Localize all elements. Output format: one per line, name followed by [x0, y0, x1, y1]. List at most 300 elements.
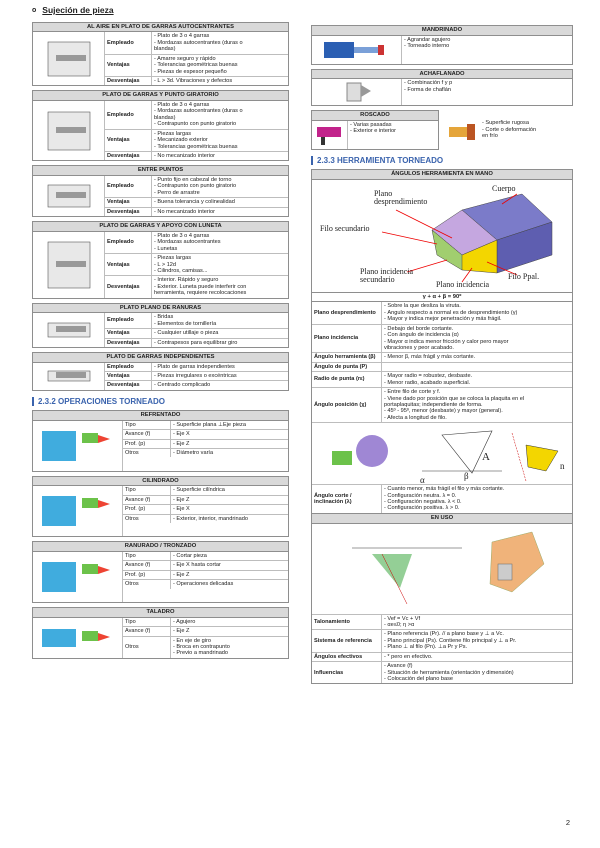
row-value	[152, 363, 288, 371]
text-line: - Plano principal (Ps). Contiene filo principal y ⊥ a Pr.	[384, 637, 517, 644]
text-line: - Varias pasadas	[350, 121, 392, 128]
text-line: - Ángulo respecto a normal es de desprendimiento (γ)	[384, 309, 518, 316]
en-uso-title: EN USO	[312, 513, 572, 524]
achaflanado-image	[312, 79, 402, 105]
text-line: - Entre filo de corte y f.	[384, 389, 441, 396]
table-row	[105, 101, 288, 129]
block-title: CILINDRADO	[33, 477, 288, 487]
text-line: - Mayor radio = robustez, desbaste.	[384, 373, 473, 380]
text-line: - Tolerancias geométricas buenas	[154, 62, 238, 69]
block-body	[33, 421, 288, 471]
text-line: - Piezas irregulares o excéntricas	[154, 373, 237, 380]
operation-image	[33, 486, 123, 536]
row-label: Avance (f)	[123, 496, 171, 504]
text-line: blandas)	[154, 46, 176, 53]
fig2-label-a: A	[482, 451, 490, 464]
text-line: - Exterior e interior	[350, 128, 397, 135]
row-label: Empleado	[105, 363, 152, 371]
row-label: Otros	[123, 580, 171, 588]
row-value	[152, 381, 288, 389]
block-body	[33, 32, 288, 85]
text-line: - Exterior. Luneta puede interferir con	[154, 283, 247, 290]
row-value	[382, 653, 572, 661]
text-line: - Configuración positiva. λ > 0.	[384, 505, 460, 512]
row-label: Ángulo corte / inclinación (λ)	[312, 485, 382, 513]
table-row	[105, 32, 288, 53]
text-line: - No mecanizado interior	[154, 152, 215, 159]
row-value	[152, 101, 288, 129]
table-row	[123, 560, 288, 569]
block-title: ACHAFLANADO	[312, 70, 572, 80]
row-label: Ángulo de punta (P)	[312, 363, 382, 371]
row-label: Ventajas	[105, 55, 152, 76]
block-body	[33, 552, 288, 602]
text-line: - αe≤0; η >α	[384, 621, 415, 628]
text-line: - Situación de herramienta (orientación y dimensión)	[384, 669, 514, 676]
text-line: - Punto fijo en cabezal de torno	[154, 177, 232, 184]
row-label: Influencias	[312, 662, 382, 683]
herramienta-heading: 2.3.3 HERRAMIENTA TORNEADO	[311, 156, 573, 165]
operaciones-blocks	[32, 410, 289, 659]
text-line: - No mecanizado interior	[154, 208, 215, 215]
text-line: - Viene dado por posición que se coloca la plaquita en el	[384, 395, 525, 402]
text-line: - Mayor γ indica mejor penetración y más frágil.	[384, 316, 502, 323]
clamping-icon	[42, 179, 96, 213]
row-value	[382, 485, 572, 513]
text-line: - Superficie rugosa	[482, 120, 529, 127]
table-row	[123, 495, 288, 504]
rows	[123, 618, 288, 658]
text-line: - * pero en efectivo.	[384, 653, 433, 660]
sujecion-blocks	[32, 22, 289, 391]
text-line: - Contrapesos para equilibrar giro	[154, 339, 238, 346]
chamfer-icon	[337, 81, 377, 103]
mandrinado-text	[402, 36, 572, 64]
row-label: Ventajas	[105, 130, 152, 151]
text-line: en frío	[482, 133, 498, 140]
row-label: Plano desprendimiento	[312, 302, 382, 323]
row-label: Tipo	[123, 618, 171, 626]
text-line: - Perro de arrastre	[154, 189, 200, 196]
text-line: blandas)	[154, 114, 176, 121]
operation-image	[33, 552, 123, 602]
table-row	[105, 176, 288, 197]
text-line: vibraciones y peor acabado.	[384, 345, 454, 351]
en-uso-figure	[312, 524, 572, 614]
row-label: Radio de punta (rε)	[312, 372, 382, 387]
row-label: Prof. (p)	[123, 571, 171, 579]
table-row	[312, 352, 572, 361]
table-row	[123, 504, 288, 513]
row-value	[171, 486, 288, 494]
text-line: - Plato de 3 o 4 garras	[154, 102, 210, 109]
row-label: Ventajas	[105, 254, 152, 275]
table-row	[312, 629, 572, 651]
row-value	[171, 571, 288, 579]
row-label: Otros	[123, 637, 171, 658]
row-value	[382, 662, 572, 683]
table-row	[105, 328, 288, 337]
table-row	[105, 275, 288, 297]
table-row	[123, 636, 288, 658]
text-line: - Previo a mandrinado	[173, 650, 229, 657]
row-value	[152, 208, 288, 216]
text-line: - Plato de 3 o 4 garras	[154, 232, 210, 239]
row-value	[152, 276, 288, 297]
text-line: - Menor radio, acabado superficial.	[384, 379, 471, 386]
block-title: PLATO DE GARRAS Y APOYO CON LUNETA	[33, 222, 288, 232]
block-body	[33, 486, 288, 536]
row-value	[171, 552, 288, 560]
text-line: - Elementos de tornillería	[154, 320, 217, 327]
rows	[105, 363, 288, 390]
clamp-image	[33, 232, 105, 298]
row-value	[171, 580, 288, 588]
row-value	[152, 198, 288, 206]
angle-formula: γ + α + β = 90º	[312, 292, 572, 303]
rows	[105, 176, 288, 216]
rows	[105, 313, 288, 347]
row-value	[152, 313, 288, 328]
block-title: ENTRE PUNTOS	[33, 166, 288, 176]
text-line: - Amarre seguro y rápido	[154, 55, 216, 62]
row-label: Avance (f)	[123, 561, 171, 569]
row-label: Avance (f)	[123, 430, 171, 438]
block-body	[33, 363, 288, 390]
text-line: - Operaciones delicadas	[173, 581, 234, 588]
row-label: Ángulo herramienta (β)	[312, 353, 382, 361]
clamp-image	[33, 32, 105, 85]
text-line: - Eje X hasta cortar	[173, 562, 221, 569]
operation-icon	[38, 421, 118, 471]
operation-image	[33, 421, 123, 471]
table-row	[123, 439, 288, 448]
row-label: Desventajas	[105, 77, 152, 85]
block-title: MANDRINADO	[312, 26, 572, 36]
block-title: PLATO DE GARRAS Y PUNTO GIRATORIO	[33, 91, 288, 101]
operation-image	[33, 618, 123, 658]
table-row	[105, 197, 288, 206]
row-value	[152, 32, 288, 53]
text-line: - Eje X	[173, 506, 190, 513]
row-label: Empleado	[105, 176, 152, 197]
row-label: Tipo	[123, 552, 171, 560]
row-label: Desventajas	[105, 208, 152, 216]
text-line: - Cilindros, camisas...	[154, 267, 208, 274]
block-title: RANURADO / TRONZADO	[33, 542, 288, 552]
table-row	[105, 151, 288, 160]
roscado-row	[311, 110, 573, 150]
tool-figure	[312, 180, 572, 292]
block-body	[33, 101, 288, 160]
text-line: - Exterior, interior, mandrinado	[173, 515, 248, 522]
table-row	[123, 552, 288, 560]
block-title: ROSCADO	[312, 111, 438, 121]
text-line: - Agujero	[173, 618, 196, 625]
row-label: Prof. (p)	[123, 505, 171, 513]
text-line: - Configuración negativa. λ < 0.	[384, 499, 462, 506]
row-label: Empleado	[105, 232, 152, 253]
table-row	[123, 448, 288, 457]
clamp-image	[33, 363, 105, 390]
block-title: PLATO DE GARRAS INDEPENDIENTES	[33, 353, 288, 363]
rows	[105, 232, 288, 298]
row-value	[152, 372, 288, 380]
table-row	[312, 324, 572, 353]
text-line: - Mecanizado exterior	[154, 137, 208, 144]
row-label: Ventajas	[105, 372, 152, 380]
text-line: - L > 3d. Vibraciones y defectos	[154, 77, 233, 84]
operacion-block	[32, 541, 289, 603]
row-value	[382, 630, 572, 651]
text-line: - Forma de chaflán	[404, 86, 451, 93]
sujecion-block	[32, 352, 289, 391]
text-line: - Configuración neutra. λ = 0.	[384, 492, 457, 499]
row-label: Desventajas	[105, 276, 152, 297]
block-body	[33, 232, 288, 298]
roscado-b-block	[443, 110, 573, 150]
operacion-block	[32, 607, 289, 659]
corte-table	[312, 484, 572, 513]
clamping-icon	[42, 36, 96, 82]
right-column	[311, 25, 573, 688]
table-row	[105, 313, 288, 328]
text-line: - Bridas	[154, 314, 174, 321]
row-label: Otros	[123, 449, 171, 457]
rows	[105, 32, 288, 85]
row-label: Ángulos efectivos	[312, 653, 382, 661]
row-label: Otros	[123, 515, 171, 523]
row-label: Desventajas	[105, 152, 152, 160]
block-title: AL AIRE EN PLATO DE GARRAS AUTOCENTRANTES	[33, 23, 288, 33]
text-line: - Superficie plana ⊥Eje pieza	[173, 421, 246, 428]
fig-label-plano-inc: Plano incidencia	[436, 279, 490, 289]
text-line: - Cortar pieza	[173, 553, 207, 560]
fig2-label-n: n	[560, 461, 565, 472]
text-line: - Diámetro varía	[173, 450, 214, 456]
row-value	[171, 449, 288, 457]
row-value	[171, 440, 288, 448]
thread-tool-icon	[315, 123, 345, 147]
fig2-label-beta: β	[464, 471, 469, 482]
table-row	[105, 207, 288, 216]
text-line: - Sobre la que desliza la viruta.	[384, 303, 461, 310]
clamp-image	[33, 176, 105, 216]
row-value	[152, 55, 288, 76]
table-row	[105, 232, 288, 253]
angle-table	[312, 302, 572, 422]
mandrinado-image	[312, 36, 402, 64]
text-line: - Mayor α indica menor fricción y calor pero mayor	[384, 338, 509, 345]
row-value	[152, 254, 288, 275]
table-row	[105, 380, 288, 389]
row-value	[171, 496, 288, 504]
angle-figure	[312, 422, 572, 484]
fig-label-plano-inc-sec: Plano incidencia secundario	[360, 266, 414, 284]
text-line: - Broca en contrapunto	[173, 643, 230, 650]
row-label: Plano incidencia	[312, 325, 382, 353]
rows	[123, 486, 288, 536]
table-row	[105, 253, 288, 275]
text-line: - Debajo del borde cortante.	[384, 325, 454, 332]
operation-icon	[38, 619, 118, 657]
text-line: - Contrapunto con punto giratorio	[154, 121, 237, 128]
table-row	[123, 429, 288, 438]
block-title: ÁNGULOS HERRAMIENTA EN MANO	[312, 170, 572, 180]
table-row	[312, 615, 572, 630]
clamping-icon	[42, 317, 96, 343]
row-value	[171, 627, 288, 635]
table-row	[105, 371, 288, 380]
row-value	[152, 152, 288, 160]
text-line: - 45º - 95º, menor (desbaste) y mayor (general).	[384, 408, 503, 415]
rows	[123, 421, 288, 471]
block-title: TALADRO	[33, 608, 288, 618]
fig-label-filo-sec: Filo secundario	[320, 223, 370, 233]
row-value	[382, 353, 572, 361]
table-row	[312, 387, 572, 422]
text-line: - Eje Z	[173, 628, 190, 635]
angulos-block	[311, 169, 573, 684]
text-line: - Piezas de espesor pequeño	[154, 68, 227, 75]
tool-angle-diagram	[312, 423, 572, 485]
block-title: REFRENTADO	[33, 411, 288, 421]
row-label: Ángulo posición (χ)	[312, 388, 382, 422]
achaflanado-block	[311, 69, 573, 107]
text-line: - Superficie cilíndrica	[173, 487, 225, 494]
row-label: Desventajas	[105, 381, 152, 389]
page-number: 2	[565, 818, 570, 828]
sujecion-block	[32, 221, 289, 298]
row-label: Ventajas	[105, 329, 152, 337]
table-row	[123, 514, 288, 523]
clamp-image	[33, 313, 105, 347]
row-value	[171, 515, 288, 523]
text-line: - Centrado complicado	[154, 382, 211, 389]
sujecion-block	[32, 303, 289, 348]
operacion-block	[32, 476, 289, 538]
table-row	[123, 579, 288, 588]
table-row	[105, 363, 288, 371]
row-label: Sistema de referencia	[312, 630, 382, 651]
text-line: - Plano ⊥ al filo (Pn). ⊥a Pr y Ps.	[384, 644, 468, 651]
table-row	[123, 618, 288, 626]
table-row	[105, 129, 288, 151]
text-line: - Buena tolerancia y colinealidad	[154, 199, 235, 206]
uso-table	[312, 614, 572, 684]
text-line: - Afecta a longitud de filo.	[384, 414, 447, 421]
row-value	[171, 505, 288, 513]
text-line: - Mordazas autocentrantes (duras o	[154, 108, 243, 115]
text-line: - Combinación f y p	[404, 80, 453, 87]
section-title: o Sujeción de pieza	[32, 5, 114, 15]
rows	[123, 552, 288, 602]
row-value	[382, 363, 572, 371]
row-value	[382, 325, 572, 353]
clamping-icon	[42, 365, 96, 387]
sujecion-block	[32, 22, 289, 87]
mandrinado-block	[311, 25, 573, 65]
text-line: - Plato de garras independientes	[154, 363, 235, 370]
table-row	[105, 338, 288, 347]
text-line: - Plano referencia (Pr). // a plano base y ⊥ a Vc.	[384, 631, 504, 638]
text-line: - Lunetas	[154, 245, 178, 252]
table-row	[105, 76, 288, 85]
roscado-text-b	[480, 119, 572, 147]
table-row	[312, 485, 572, 513]
row-value	[152, 130, 288, 151]
row-value	[382, 388, 572, 422]
fig2-label-alpha: α	[420, 475, 425, 486]
text-line: - Mordazas autocentrantes (duras o	[154, 39, 243, 46]
row-value	[152, 339, 288, 347]
text-line: - Piezas largas	[154, 255, 191, 262]
text-line: - En eje de giro	[173, 637, 211, 644]
text-line: - Eje Z	[173, 496, 190, 503]
row-value	[171, 421, 288, 429]
row-label: Tipo	[123, 421, 171, 429]
roscado-block	[311, 110, 439, 150]
row-value	[171, 637, 288, 658]
rows	[105, 101, 288, 160]
left-column	[32, 0, 289, 663]
fig-label-plano-desp: Plano desprendimiento	[374, 188, 428, 206]
sujecion-block	[32, 165, 289, 217]
row-label: Tipo	[123, 486, 171, 494]
row-value	[152, 232, 288, 253]
text-line: - Con ángulo de incidencia (α)	[384, 332, 459, 339]
text-line: - L > 12d	[154, 261, 177, 268]
block-body	[33, 618, 288, 658]
row-label: Talonamiento	[312, 615, 382, 630]
operation-icon	[38, 552, 118, 602]
clamping-icon	[42, 236, 96, 294]
table-row	[123, 570, 288, 579]
roscado-image	[312, 121, 348, 149]
text-line: - Tolerancias geométricas buenas	[154, 143, 238, 150]
row-label: Empleado	[105, 101, 152, 129]
text-line: - Eje Z	[173, 440, 190, 447]
text-line: - Colocación del plano base	[384, 675, 454, 682]
clamping-icon	[42, 106, 96, 156]
table-row	[105, 54, 288, 76]
operation-icon	[38, 486, 118, 536]
text-line: - Vef = Vc + Vf	[384, 615, 421, 622]
row-value	[152, 77, 288, 85]
row-label: Empleado	[105, 313, 152, 328]
text-line: - Cuanto menor, más frágil el filo y más cortante.	[384, 486, 505, 493]
text-line: - Plato de 3 o 4 garras	[154, 33, 210, 40]
text-line: herramienta, requiere recolocaciones	[154, 290, 247, 297]
roscado-b-image	[444, 119, 480, 147]
block-body	[33, 176, 288, 216]
row-value	[382, 615, 572, 630]
thread-die-icon	[447, 121, 477, 145]
row-value	[152, 176, 288, 197]
in-use-diagram	[312, 524, 572, 614]
table-row	[123, 626, 288, 635]
row-label: Prof. (p)	[123, 440, 171, 448]
row-label: Ventajas	[105, 198, 152, 206]
text-line: - Piezas largas	[154, 130, 191, 137]
text-line: - Eje Z	[173, 571, 190, 578]
row-label: Avance (f)	[123, 627, 171, 635]
text-line: - Corte o deformación	[482, 126, 537, 133]
block-body	[33, 313, 288, 347]
row-value	[171, 618, 288, 626]
table-row	[123, 421, 288, 429]
text-line: - Menor β, más frágil y más cortante.	[384, 354, 476, 361]
